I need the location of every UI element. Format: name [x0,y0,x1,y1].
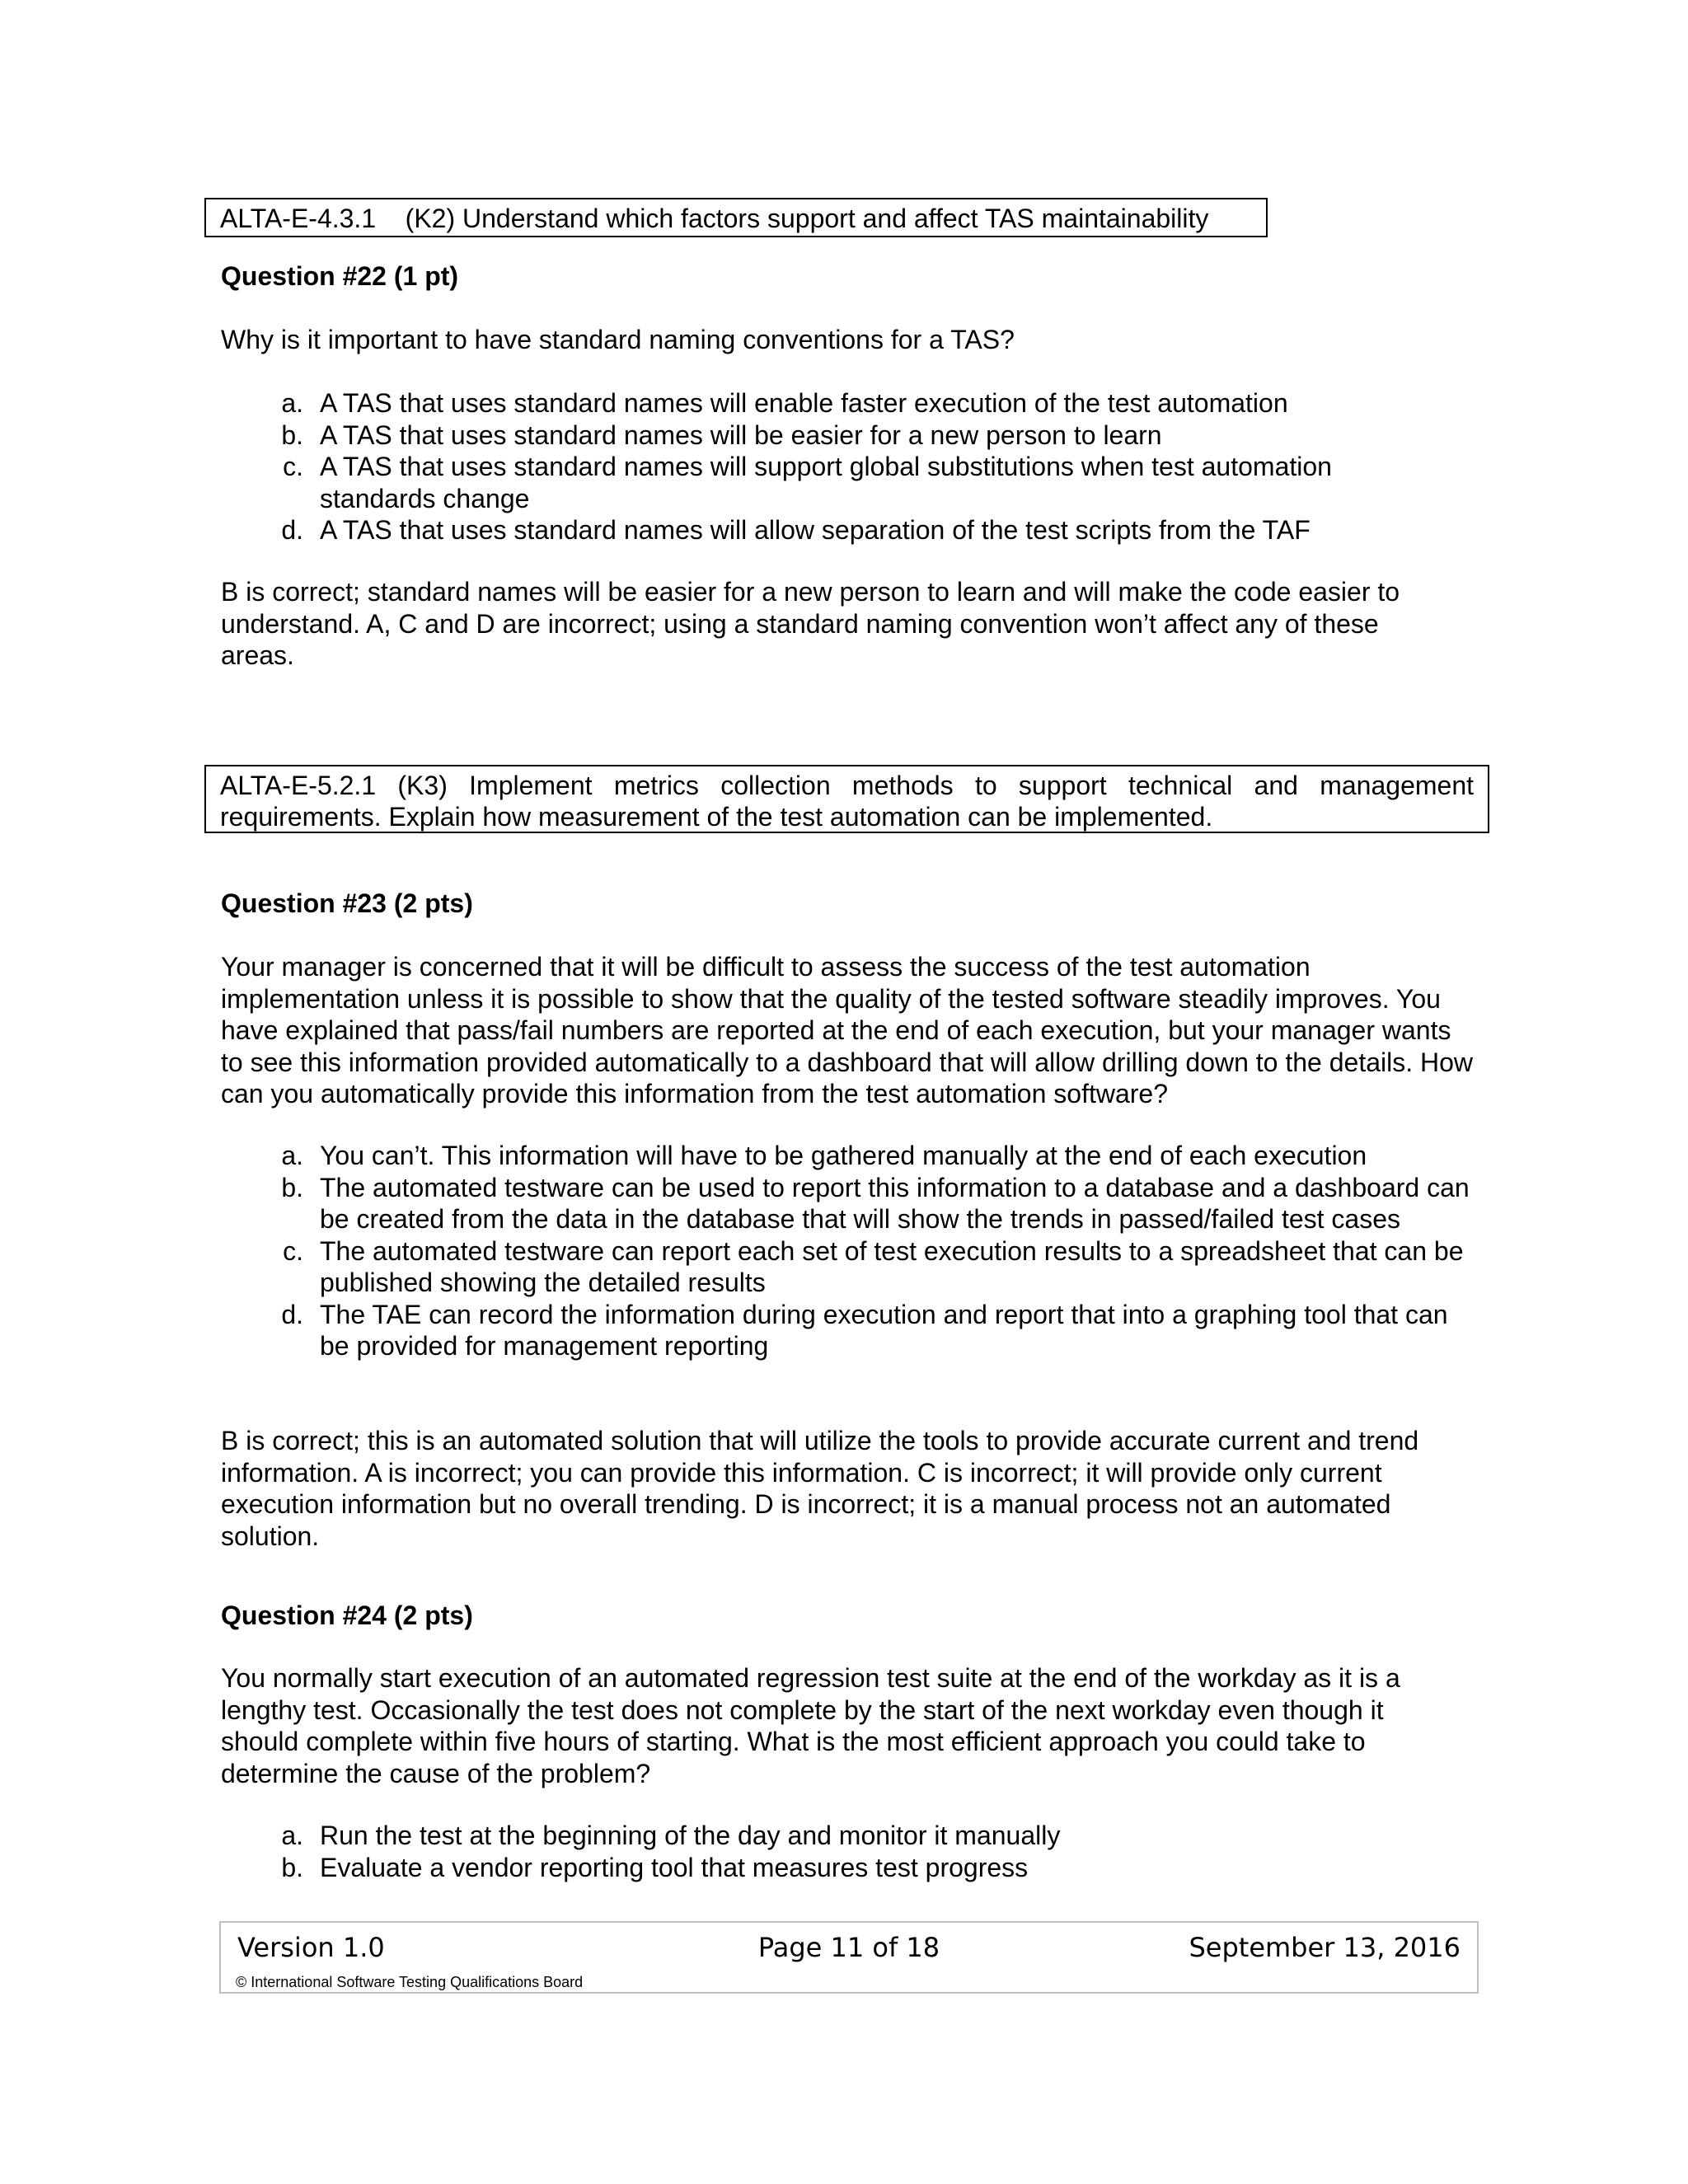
answer-option: d. A TAS that uses standard names will allow separation of the test scripts from the TAF [281,515,1311,545]
learning-objective-box [204,198,1268,237]
question-heading: Question #23 (2 pts) [221,888,473,918]
answer-option: b. The automated testware can be used to report this information to a database and a dashboard can be created from the data in the database that will show the trends in passed/failed test cases [281,1172,1470,1234]
answer-options [270,387,1490,546]
footer-page-number: Page 11 of 18 [757,1932,940,1963]
answer-explanation: B is correct; this is an automated solution that will utilize the tools to provide accurate current and trend information. A is incorrect; you can provide this information. C is incorrect; it will provide only current execution information but no overall trending. D is incorrect; it is a manual process not an automated solution. [221,1426,1419,1551]
answer-option: a. You can’t. This information will have to be gathered manually at the end of each execution [281,1141,1367,1170]
answer-option: d. The TAE can record the information during execution and report that into a graphing tool that can be provided for management reporting [281,1299,1448,1361]
question-heading: Question #22 (1 pt) [221,261,459,291]
question-heading: Question #24 (2 pts) [221,1601,473,1630]
objective-line-2: requirements. Explain how measurement of the test automation can be implemented. [220,802,1213,832]
answer-option: a. A TAS that uses standard names will enable faster execution of the test automation [281,388,1288,418]
answer-options [270,1820,1490,1883]
answer-option: a. Run the test at the beginning of the day and monitor it manually [281,1821,1061,1850]
footer-date: September 13, 2016 [1189,1932,1461,1963]
answer-options [270,1140,1482,1362]
question-stem: Why is it important to have standard naming conventions for a TAS? [221,325,1015,354]
answer-explanation: B is correct; standard names will be easier for a new person to learn and will make the code easier to understand. A, C and D are incorrect; using a standard naming convention won’t affect any of these areas. [221,577,1400,670]
footer-version: Version 1.0 [237,1932,385,1963]
answer-option: c. A TAS that uses standard names will support global substitutions when test automation standards change [283,452,1332,513]
objective-text: (K2) Understand which factors support and affect TAS maintainability [405,204,1209,233]
question-stem: Your manager is concerned that it will be difficult to assess the success of the test automation implementation unless it is possible to show that the quality of the tested software steadily improves. You have explained that pass/fail numbers are reported at the end of each execution, but your manager wants to see this information provided automatically to a dashboard that will allow drilling down to the details. How can you automatically provide this information from the test automation software? [221,952,1474,1108]
footer-copyright: © International Software Testing Qualifications Board [236,1974,584,1990]
objective-code: ALTA-E-4.3.1 [220,204,377,233]
objective-line-1: ALTA-E-5.2.1 (K3) Implement metrics collection methods to support technical and management [220,771,1474,800]
answer-option: b. A TAS that uses standard names will be easier for a new person to learn [281,419,1162,450]
question-stem: You normally start execution of an automated regression test suite at the end of the workday as it is a lengthy test. Occasionally the test does not complete by the start of the next workday even though it should complete within five hours of starting. What is the most efficient approach you could take to determine the cause of the problem? [221,1663,1400,1788]
page-footer [219,1921,1479,1994]
answer-option: c. The automated testware can report each set of test execution results to a spreadsheet that can be published showing the detailed results [283,1235,1464,1297]
answer-option: b. Evaluate a vendor reporting tool that measures test progress [281,1852,1029,1882]
learning-objective-box [204,765,1489,833]
